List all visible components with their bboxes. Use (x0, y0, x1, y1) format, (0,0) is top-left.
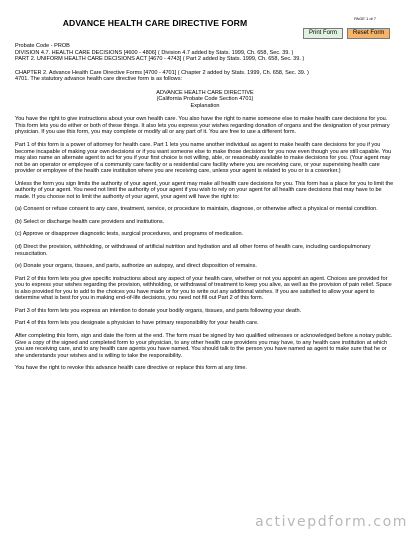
code-line: Probate Code - PROB (15, 43, 70, 49)
paragraph-revoke: You have the right to revoke this advance health care directive or replace this form at any time. (15, 365, 247, 372)
list-item-d: (d) Direct the provision, withholding, or withdrawal of artificial nutrition and hydration and all other forms of health care, including cardiopulmonary resuscitation. (15, 244, 371, 257)
directive-subheading: (California Probate Code Section 4701) (156, 96, 254, 103)
directive-heading: ADVANCE HEALTH CARE DIRECTIVE (156, 89, 254, 96)
paragraph-part4: Part 4 of this form lets you designate a physician to have primary responsibility for your health care. (15, 320, 259, 327)
paragraph-part3: Part 3 of this form lets you express an intention to donate your bodily organs, tissues, and parts following your death. (15, 307, 302, 314)
explanation-heading: Explanation (190, 102, 220, 109)
reset-form-button[interactable]: Reset Form (347, 28, 390, 39)
page-number: PAGE 1 of 7 (354, 16, 376, 21)
list-item-e: (e) Donate your organs, tissues, and parts, authorize an autopsy, and direct disposition of remains. (15, 263, 257, 270)
paragraph-part1: Part 1 of this form is a power of attorney for health care. Part 1 lets you name another individual as agent to make health care decisions for you if you become incapable of making your own decisions or if you want someone else to make those decisions for you now even though you are still capable. You may also name an alternate agent to act for you if your first choice is not willing, able, or reasonably available to make decisions for you. (Your agent may not be an operator or employee of a community care facility or a residential care facility where you are receiving care, or your supervising health care provider or employee of the health care institution where you are receiving care, unless your agent is related to you or is a coworker.) (15, 142, 392, 175)
watermark: activepdform.com (255, 514, 408, 530)
section-line: 4701. The statutory advance health care directive form is as follows: (15, 76, 183, 83)
list-item-a: (a) Consent or refuse consent to any care, treatment, service, or procedure to maintain, diagnose, or otherwise affect a physical or mental condition. (15, 206, 378, 213)
chapter-line: CHAPTER 2. Advance Health Care Directive Forms [4700 - 4701] ( Chapter 2 added by Stats. 1999, Ch. 658, Sec. 39. ) (15, 69, 309, 76)
paragraph-signing: After completing this form, sign and date the form at the end. The form must be signed by two qualified witnesses or acknowledged before a notary public. Give a copy of the signed and completed form to your physician, to any other health care providers you may have, to any health care institution at which you are receiving care, and to any health care agents you have named. You should talk to the person you have named as agent to make sure that he or she understands your wishes and is willing to take the responsibility. (15, 332, 393, 359)
form-title: ADVANCE HEALTH CARE DIRECTIVE FORM (62, 18, 248, 28)
list-item-c: (c) Approve or disapprove diagnostic tests, surgical procedures, and programs of medication. (15, 231, 244, 238)
part-line: PART 2. UNIFORM HEALTH CARE DECISIONS ACT [4670 - 4743] ( Part 2 added by Stats. 1999, Ch. 658, Sec. 39. ) (15, 56, 305, 63)
division-line: DIVISION 4.7. HEALTH CARE DECISIONS [4600 - 4806] ( Division 4.7 added by Stats. 1999, Ch. 658, Sec. 39. ) (15, 49, 294, 56)
paragraph-intro: You have the right to give instructions about your own health care. You also have the right to name someone else to make health care decisions for you. This form lets you do either or both of these things. It also lets you express your wishes regarding donation of organs and the designation of your primary physician. If you use this form, you may complete or modify all or any part of it. You are free to use a different form. (15, 116, 390, 136)
list-item-b: (b) Select or discharge health care providers and institutions. (15, 218, 165, 225)
paragraph-part2: Part 2 of this form lets you give specific instructions about any aspect of your health care, whether or not you appoint an agent. Choices are provided for you to express your wishes regarding the provision, withholding, or withdrawal of treatment to keep you alive, as well as the provision of pain relief. Space is also provided for you to add to the choices you have made or for you to write out any additional wishes. If you are satisfied to allow your agent to determine what is best for you in making end-of-life decisions, you need not fill out Part 2 of this form. (15, 275, 392, 302)
form-content (15, 43, 395, 372)
paragraph-authority: Unless the form you sign limits the authority of your agent, your agent may make all health care decisions for you. This form has a place for you to limit the authority of your agent. You need not limit the authority of your agent if you wish to rely on your agent for all health care decisions that may have to be made. If you choose not to limit the authority of your agent, your agent will have the right to: (15, 180, 394, 200)
print-form-button[interactable]: Print Form (303, 28, 343, 39)
